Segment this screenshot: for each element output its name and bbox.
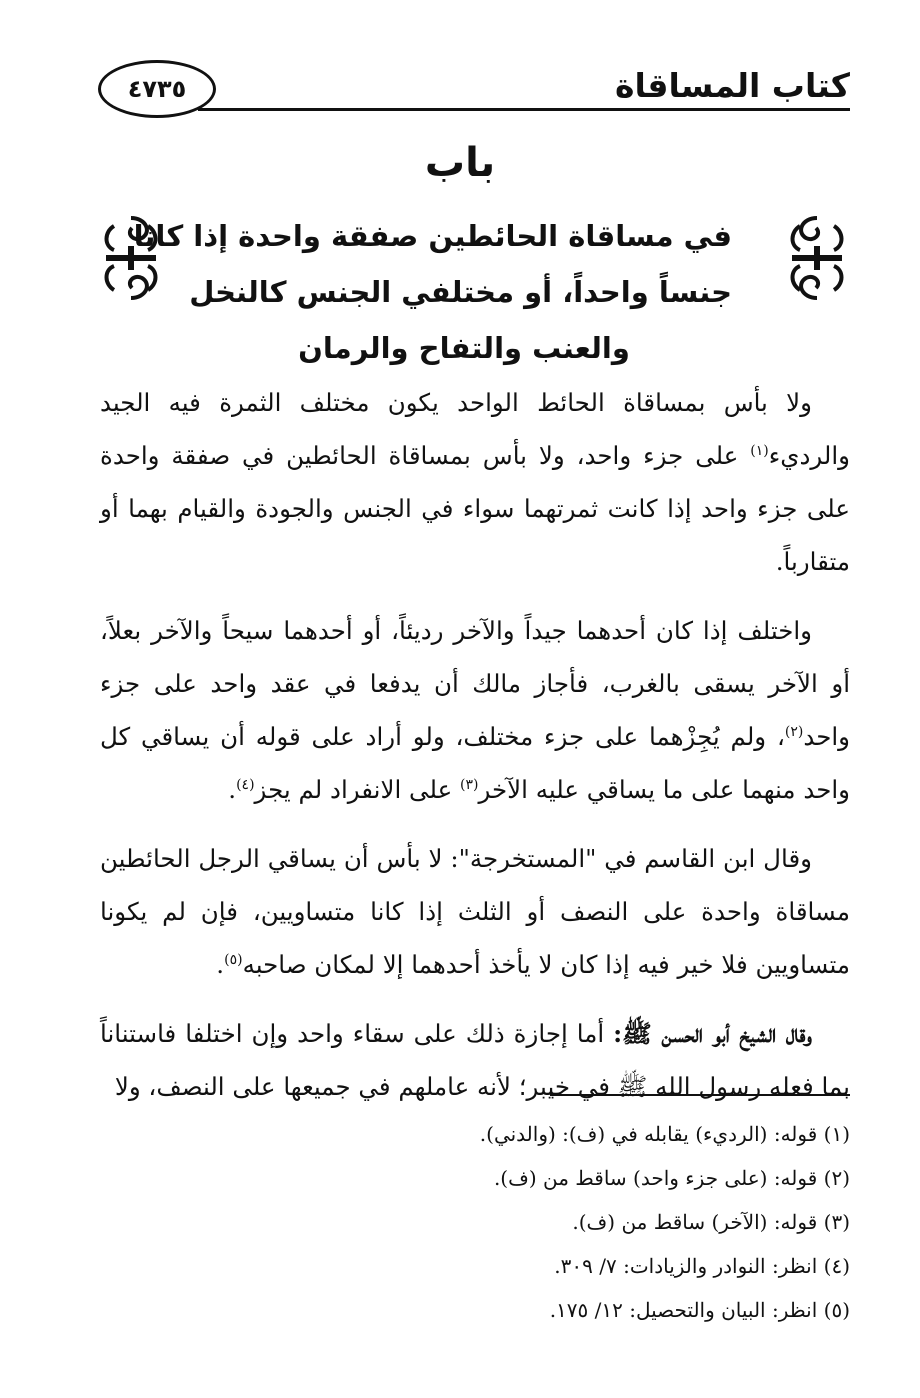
page-number: ٤٧٣٥ bbox=[98, 60, 216, 118]
paragraph-4-lead: وقال الشيخ أبو الحسن ﷺ: bbox=[613, 1019, 812, 1048]
subheading-line-2: جنساً واحداً، أو مختلفي الجنس كالنخل bbox=[189, 275, 732, 309]
paragraph-2-text-d: . bbox=[228, 775, 237, 804]
paragraph-2-text-c: على الانفراد لم يجز bbox=[254, 775, 460, 804]
chapter-title: باب bbox=[424, 140, 496, 186]
running-title: كتاب المساقاة bbox=[615, 66, 850, 105]
footnote-2: (٢) قوله: (على جزء واحد) ساقط من (ف). bbox=[493, 1166, 850, 1190]
right-ornament-icon bbox=[784, 212, 850, 304]
paragraph-4-text: أما إجازة ذلك على سقاء واحد وإن اختلفا فاستناناً بما فعله رسول الله ﷺ في خيبر؛ لأنه عاملهم في جميعها على النصف، ولا bbox=[100, 1019, 850, 1101]
body-text bbox=[100, 376, 850, 1129]
subheading-line-1: في مساقاة الحائطين صفقة واحدة إذا كانا bbox=[133, 219, 732, 253]
footnote-ref-2[interactable]: (٢) bbox=[784, 723, 804, 740]
footnote-ref-1[interactable]: (١) bbox=[750, 442, 769, 459]
paragraph-1-text-b: على جزء واحد، ولا بأس بمساقاة الحائطين في صفقة واحدة على جزء واحد إذا كانت ثمرتهما سواء في الجنس والجودة والقيام بهما أو متقارباً. bbox=[100, 441, 850, 576]
footnote-ref-5[interactable]: (٥) bbox=[224, 951, 243, 968]
footnote-5: (٥) انظر: البيان والتحصيل: ١٢/ ١٧٥. bbox=[549, 1298, 850, 1322]
footnotes bbox=[100, 1112, 850, 1332]
footnote-rule bbox=[550, 1094, 850, 1096]
paragraph-2-text-b: ، ولم يُجِزْهما على جزء مختلف، ولو أراد على قوله أن يساقي كل واحد منهما على ما يساقي عليه الآخر bbox=[100, 722, 850, 804]
paragraph-1-text-a: ولا بأس بمساقاة الحائط الواحد يكون مختلف الثمرة فيه الجيد والرديء bbox=[100, 388, 850, 470]
chapter-subheading bbox=[133, 208, 732, 376]
paragraph-3-text-a: وقال ابن القاسم في "المستخرجة": لا بأس أن يساقي الرجل الحائطين مساقاة واحدة على النصف أو الثلث إذا كانا متساويين، فإن لم يكونا متساويين فلا خير فيه إذا كان لا يأخذ أحدهما إلا لمكان صاحبه bbox=[100, 844, 850, 979]
header-rule bbox=[198, 108, 850, 111]
footnote-ref-4[interactable]: (٤) bbox=[236, 776, 255, 793]
page-header bbox=[98, 58, 850, 118]
paragraph-1 bbox=[100, 376, 850, 588]
footnote-1: (١) قوله: (الرديء) يقابله في (ف): (والدني). bbox=[479, 1122, 850, 1146]
footnote-3: (٣) قوله: (الآخر) ساقط من (ف). bbox=[572, 1210, 850, 1234]
footnote-4: (٤) انظر: النوادر والزيادات: ٧/ ٣٠٩. bbox=[554, 1254, 850, 1278]
paragraph-3 bbox=[100, 832, 850, 991]
subheading-line-3: والعنب والتفاح والرمان bbox=[298, 331, 630, 365]
footnote-ref-3[interactable]: (٣) bbox=[460, 776, 479, 793]
paragraph-3-text-b: . bbox=[216, 950, 225, 979]
paragraph-2 bbox=[100, 604, 850, 816]
paragraph-4 bbox=[100, 1007, 850, 1113]
paragraph-2-text-a: واختلف إذا كان أحدهما جيداً والآخر رديئاً، أو أحدهما سيحاً والآخر بعلاً، أو الآخر يسقى بالغرب، فأجاز مالك أن يدفعا في عقد واحد على جزء واحد bbox=[100, 616, 850, 751]
